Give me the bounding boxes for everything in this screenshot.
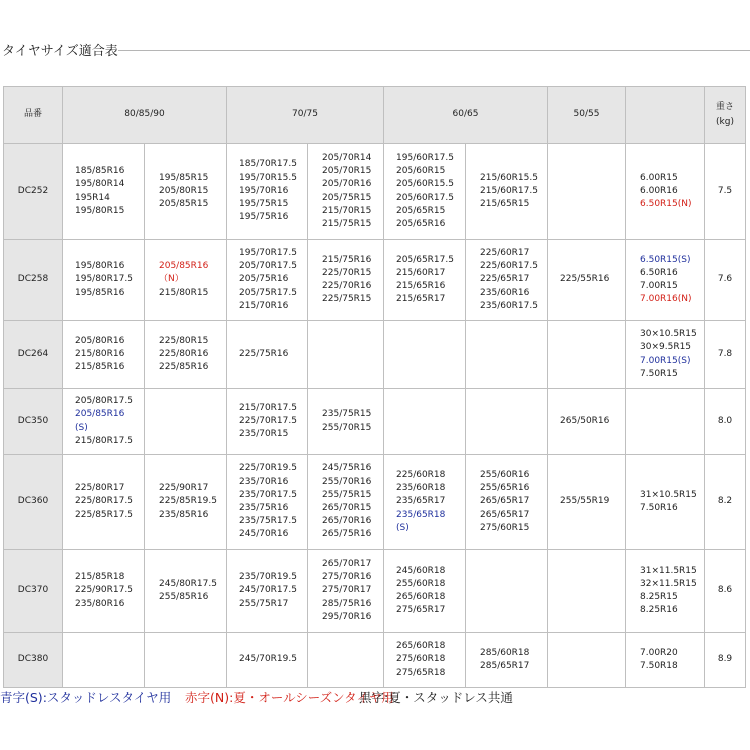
- tire-size: (S): [396, 522, 409, 533]
- size-cell: [227, 321, 308, 389]
- table-body: [4, 144, 746, 688]
- table-row: [4, 550, 746, 633]
- size-cell: [466, 321, 548, 389]
- tire-size: 6.50R16: [640, 267, 678, 278]
- size-cell: [63, 144, 145, 240]
- tire-size: 215/85R16: [75, 362, 125, 373]
- tire-size: 7.00R16(N): [640, 294, 692, 305]
- size-cell: [384, 240, 466, 321]
- tire-size: 215/65R17: [396, 294, 446, 305]
- tire-size: 225/60R18: [396, 469, 446, 480]
- size-cell: [626, 144, 705, 240]
- tire-size: 205/65R15: [396, 205, 446, 216]
- size-cell: [548, 144, 626, 240]
- tire-size-fitment-table: [3, 86, 746, 688]
- tire-size: 205/80R15: [159, 185, 209, 196]
- aspect-group-80-85-90-header: 80/85/90: [63, 87, 227, 144]
- tire-size: 265/70R16: [322, 516, 372, 527]
- size-cell: [466, 633, 548, 688]
- tire-size: 255/85R16: [159, 592, 209, 602]
- size-cell: [145, 633, 227, 688]
- tire-size: 235/65R18: [396, 509, 446, 520]
- title-divider: [118, 50, 750, 51]
- tire-size: 285/60R18: [480, 647, 530, 658]
- size-cell: [63, 633, 145, 688]
- tire-size: 195/60R17.5: [396, 152, 454, 163]
- tire-size: 7.00R15: [640, 281, 678, 291]
- size-cell: [308, 321, 384, 389]
- tire-size: 235/80R16: [75, 598, 125, 609]
- tire-size: 245/80R17.5: [159, 578, 217, 589]
- tire-size: 225/75R15: [322, 294, 372, 305]
- size-cell: [466, 389, 548, 455]
- weight-cell: 7.6: [705, 240, 746, 321]
- size-cell: [466, 144, 548, 240]
- legend-red-summer-allseason: 赤字(N):夏・オールシーズンタイヤ用: [185, 690, 394, 705]
- tire-size: 195/75R16: [239, 212, 289, 223]
- tire-size: 195/70R16: [239, 185, 289, 196]
- tire-size: 215/80R16: [75, 348, 125, 359]
- tire-size: 205/70R14: [322, 152, 372, 163]
- tire-size: 285/75R16: [322, 598, 372, 609]
- size-cell: [626, 633, 705, 688]
- size-cell: [308, 455, 384, 550]
- tire-size: 215/80R17.5: [75, 435, 133, 446]
- legend-black-common: 黒字:夏・スタッドレス共通: [359, 690, 513, 705]
- size-cell: [626, 550, 705, 633]
- tire-size: 265/70R15: [322, 503, 372, 513]
- tire-size: 235/75R16: [239, 503, 289, 513]
- size-cell: [145, 144, 227, 240]
- tire-size: 205/65R16: [396, 218, 446, 229]
- tire-size: 235/70R16: [239, 476, 289, 487]
- tire-size: 225/70R15: [322, 267, 372, 278]
- tire-size: 255/75R15: [322, 489, 372, 500]
- size-cell: [308, 550, 384, 633]
- size-cell: [384, 633, 466, 688]
- size-cell: [626, 240, 705, 321]
- tire-size: 275/60R15: [480, 522, 530, 533]
- tire-size: 215/60R17: [396, 267, 446, 278]
- table-row: [4, 389, 746, 455]
- size-cell: [227, 144, 308, 240]
- tire-size: 235/65R17: [396, 496, 446, 507]
- other-sizes-header: [626, 87, 705, 144]
- header-row: [4, 87, 746, 144]
- size-cell: [384, 455, 466, 550]
- model-cell: DC350: [4, 389, 63, 455]
- table-row: [4, 455, 746, 550]
- tire-size: 225/75R16: [239, 348, 289, 359]
- tire-size: 225/80R16: [159, 348, 209, 359]
- tire-size: 245/70R17.5: [239, 585, 297, 596]
- tire-size: 265/65R17: [480, 496, 530, 507]
- size-cell: [626, 321, 705, 389]
- tire-size: 225/85R19.5: [159, 496, 217, 507]
- tire-size: 205/80R16: [75, 335, 125, 346]
- size-cell: [227, 389, 308, 455]
- tire-size: 7.00R15(S): [640, 355, 691, 366]
- model-cell: DC370: [4, 550, 63, 633]
- tire-size: 205/75R17.5: [239, 287, 297, 298]
- tire-size: 6.00R16: [640, 185, 678, 196]
- tire-size: 205/80R17.5: [75, 396, 133, 407]
- tire-size: 235/70R15: [239, 429, 289, 440]
- size-cell: [63, 240, 145, 321]
- table-row: [4, 633, 746, 688]
- tire-size: 195/70R17.5: [239, 247, 297, 258]
- tire-size: 245/70R19.5: [239, 654, 297, 665]
- size-cell: [63, 321, 145, 389]
- tire-size: 6.50R15(S): [640, 254, 691, 265]
- tire-size: 205/60R15.5: [396, 179, 454, 190]
- tire-size: 235/60R17.5: [480, 300, 538, 311]
- tire-size: 205/65R17.5: [396, 254, 454, 265]
- tire-size: 8.25R15: [640, 592, 678, 602]
- tire-size: 30×9.5R15: [640, 342, 692, 353]
- size-cell: [466, 455, 548, 550]
- tire-size: 32×11.5R15: [640, 578, 697, 589]
- tire-size: 215/70R15: [322, 205, 372, 216]
- tire-size: 235/60R16: [480, 287, 530, 298]
- tire-size: 285/65R17: [480, 661, 530, 671]
- tire-size: 275/70R16: [322, 572, 372, 583]
- size-cell: [548, 240, 626, 321]
- tire-size: 7.50R15: [640, 368, 678, 379]
- size-cell: [145, 455, 227, 550]
- tire-size: 225/55R16: [560, 274, 610, 285]
- size-cell: [308, 633, 384, 688]
- tire-size: 195R14: [75, 192, 110, 203]
- tire-size: 215/65R15: [480, 199, 530, 210]
- tire-size: 195/85R15: [159, 172, 209, 183]
- tire-size: 235/70R19.5: [239, 572, 297, 583]
- tire-size: 235/75R15: [322, 409, 372, 420]
- tire-size: 265/60R18: [396, 641, 446, 652]
- tire-size: 225/60R17.5: [480, 261, 538, 272]
- weight-cell: 8.9: [705, 633, 746, 688]
- size-cell: [384, 144, 466, 240]
- model-cell: DC258: [4, 240, 63, 321]
- model-cell: DC264: [4, 321, 63, 389]
- table-row: [4, 240, 746, 321]
- tire-size: 195/75R15: [239, 199, 289, 210]
- tire-size: 235/70R17.5: [239, 489, 297, 500]
- size-cell: [466, 550, 548, 633]
- tire-size: 7.00R20: [640, 647, 678, 658]
- tire-size: 225/70R19.5: [239, 463, 297, 474]
- size-cell: [626, 389, 705, 455]
- tire-size: 225/80R17.5: [75, 496, 133, 507]
- weight-cell: 8.2: [705, 455, 746, 550]
- tire-size: 265/50R16: [560, 415, 610, 426]
- size-cell: [145, 550, 227, 633]
- tire-size: （N）: [159, 274, 184, 285]
- tire-size: 215/75R15: [322, 218, 372, 229]
- tire-size: 225/70R17.5: [239, 415, 297, 426]
- tire-size: 255/70R16: [322, 476, 372, 487]
- weight-cell: 8.6: [705, 550, 746, 633]
- tire-size: 31×11.5R15: [640, 565, 697, 576]
- tire-size: 225/80R17: [75, 483, 125, 494]
- tire-size: 30×10.5R15: [640, 329, 697, 340]
- size-cell: [227, 550, 308, 633]
- tire-size: 195/80R15: [75, 205, 125, 216]
- size-cell: [145, 389, 227, 455]
- tire-size: 215/60R17.5: [480, 185, 538, 196]
- tire-size: 7.50R16: [640, 503, 678, 513]
- size-cell: [548, 633, 626, 688]
- tire-size: 195/80R17.5: [75, 274, 133, 285]
- tire-size: 235/60R18: [396, 483, 446, 494]
- tire-size: 295/70R16: [322, 611, 372, 622]
- tire-size: 245/60R18: [396, 565, 446, 576]
- tire-size: 275/70R17: [322, 585, 372, 596]
- tire-size: 225/85R16: [159, 362, 209, 373]
- tire-size: 195/80R16: [75, 261, 125, 272]
- aspect-group-50-55-header: 50/55: [548, 87, 626, 144]
- tire-size: 215/70R17.5: [239, 402, 297, 413]
- aspect-group-60-65-header: 60/65: [384, 87, 548, 144]
- tire-size: 215/75R16: [322, 254, 372, 265]
- page-title: タイヤサイズ適合表: [2, 44, 118, 59]
- size-cell: [63, 550, 145, 633]
- size-cell: [548, 321, 626, 389]
- tire-size: 215/60R15.5: [480, 172, 538, 183]
- tire-size: 195/85R16: [75, 287, 125, 298]
- legend-blue-studless: 青字(S):スタッドレスタイヤ用: [0, 690, 172, 705]
- tire-size: 275/65R18: [396, 667, 446, 678]
- tire-size: (S): [75, 422, 88, 433]
- aspect-group-70-75-header: 70/75: [227, 87, 384, 144]
- size-cell: [227, 455, 308, 550]
- tire-size: 205/85R15: [159, 199, 209, 210]
- size-cell: [384, 389, 466, 455]
- tire-size: 205/85R16: [75, 409, 125, 420]
- table-row: [4, 321, 746, 389]
- tire-size: 195/70R15.5: [239, 172, 297, 183]
- tire-size: 275/60R18: [396, 654, 446, 665]
- tire-size: 205/60R15: [396, 166, 446, 177]
- tire-size: 195/80R14: [75, 179, 125, 190]
- size-cell: [384, 550, 466, 633]
- model-header: 品番: [4, 87, 63, 144]
- tire-size: 215/65R16: [396, 281, 446, 291]
- tire-size: 205/70R15: [322, 166, 372, 177]
- size-cell: [384, 321, 466, 389]
- table-row: [4, 144, 746, 240]
- size-cell: [308, 144, 384, 240]
- tire-size: 205/75R16: [239, 274, 289, 285]
- tire-size: 205/60R17.5: [396, 192, 454, 203]
- tire-size: 225/85R17.5: [75, 509, 133, 520]
- size-cell: [308, 240, 384, 321]
- tire-size: 8.25R16: [640, 605, 678, 616]
- tire-size: 205/75R15: [322, 192, 372, 203]
- size-cell: [63, 455, 145, 550]
- tire-size: 225/80R15: [159, 335, 209, 346]
- tire-size: 255/55R19: [560, 496, 610, 507]
- tire-size: 185/70R17.5: [239, 159, 297, 170]
- size-cell: [227, 240, 308, 321]
- weight-header: 重さ (kg): [705, 87, 746, 144]
- tire-size: 31×10.5R15: [640, 489, 697, 500]
- size-cell: [548, 455, 626, 550]
- size-cell: [145, 240, 227, 321]
- model-cell: DC380: [4, 633, 63, 688]
- size-cell: [466, 240, 548, 321]
- size-cell: [548, 550, 626, 633]
- size-cell: [548, 389, 626, 455]
- tire-size: 225/65R17: [480, 274, 530, 285]
- tire-size: 6.00R15: [640, 172, 678, 183]
- tire-size: 215/70R16: [239, 300, 289, 311]
- tire-size: 255/75R17: [239, 598, 289, 609]
- tire-size: 265/60R18: [396, 592, 446, 602]
- size-cell: [63, 389, 145, 455]
- tire-size: 7.50R18: [640, 661, 678, 671]
- tire-size: 205/85R16: [159, 261, 209, 272]
- tire-size: 215/80R15: [159, 287, 209, 298]
- tire-size: 225/90R17.5: [75, 585, 133, 596]
- tire-size: 185/85R16: [75, 166, 125, 177]
- tire-size: 225/90R17: [159, 483, 209, 494]
- size-cell: [308, 389, 384, 455]
- tire-size: 265/65R17: [480, 509, 530, 520]
- weight-cell: 8.0: [705, 389, 746, 455]
- tire-size: 255/60R18: [396, 578, 446, 589]
- tire-size: 225/60R17: [480, 247, 530, 258]
- tire-size: 205/70R17.5: [239, 261, 297, 272]
- tire-size: 255/70R15: [322, 422, 372, 433]
- tire-size: 265/70R17: [322, 558, 372, 569]
- size-cell: [145, 321, 227, 389]
- model-cell: DC360: [4, 455, 63, 550]
- tire-size: 255/60R16: [480, 469, 530, 480]
- model-cell: DC252: [4, 144, 63, 240]
- tire-size: 6.50R15(N): [640, 199, 692, 210]
- tire-size: 275/65R17: [396, 605, 446, 616]
- size-cell: [227, 633, 308, 688]
- tire-size: 235/75R17.5: [239, 516, 297, 527]
- weight-cell: 7.5: [705, 144, 746, 240]
- tire-size: 225/70R16: [322, 281, 372, 291]
- tire-size: 205/70R16: [322, 179, 372, 190]
- tire-size: 215/85R18: [75, 572, 125, 583]
- tire-size: 245/75R16: [322, 463, 372, 474]
- tire-size: 265/75R16: [322, 529, 372, 540]
- tire-size: 235/85R16: [159, 509, 209, 520]
- weight-cell: 7.8: [705, 321, 746, 389]
- tire-size: 255/65R16: [480, 483, 530, 494]
- size-cell: [626, 455, 705, 550]
- tire-size: 245/70R16: [239, 529, 289, 540]
